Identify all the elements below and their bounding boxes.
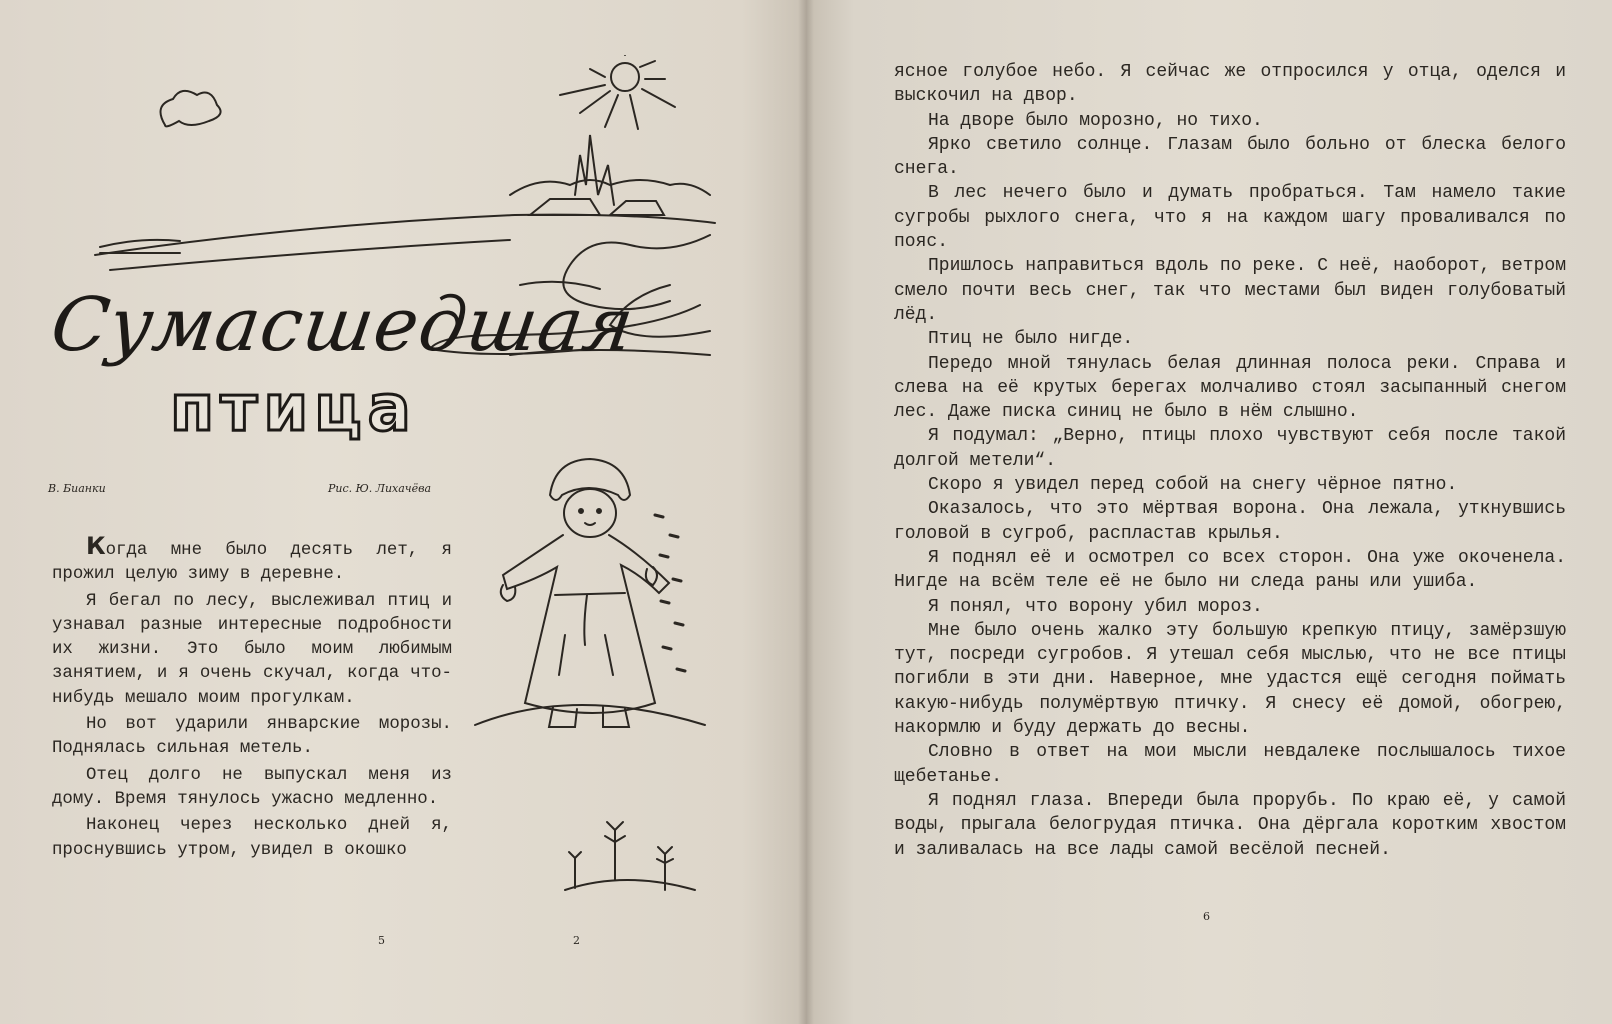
page-number: 6 bbox=[1203, 910, 1210, 923]
story-text-right bbox=[894, 60, 1566, 862]
paragraph: Я бегал по лесу, выслеживал птиц и узнавал разные интересные подробности их жизни. Это было моим любимым занятием, и я очень скучал, когда что-нибудь мешало моим прогулкам. bbox=[52, 591, 452, 708]
paragraph: Птиц не было нигде. bbox=[928, 329, 1134, 350]
paragraph-text: огда мне было десять лет, я прожил целую зиму в деревне. bbox=[52, 541, 452, 585]
paragraph: Я поднял её и осмотрел со всех сторон. Она уже окоченела. Нигде на всём теле её не было ни следа раны или ушиба. bbox=[894, 547, 1566, 593]
paragraph: Я поднял глаза. Впереди была прорубь. По краю её, у самой воды, прыгала белогрудая птичка. Она дёргала коротким хвостом и заливалась на все лады самой весёлой песней. bbox=[894, 790, 1566, 860]
paragraph: Мне было очень жалко эту большую крепкую птицу, замёрзшую тут, посреди сугробов. Я утешал себя мыслью, что не все птицы погибли в эти дни. Наверное, мне удастся ещё сегодня поймать какую-нибудь полумёртвую птичку. Я снесу её домой, обогрею, накормлю и буду держать до весны. bbox=[894, 620, 1566, 739]
story-text-left bbox=[52, 534, 452, 865]
initial-capital: К bbox=[86, 532, 106, 560]
paragraph: В лес нечего было и думать пробраться. Там намело такие сугробы рыхлого снега, что я на каждом шагу проваливался по пояс. bbox=[894, 183, 1566, 253]
child-illustration bbox=[455, 455, 715, 735]
page-number: 5 bbox=[378, 934, 385, 947]
paragraph: Я понял, что ворону убил мороз. bbox=[928, 596, 1263, 617]
right-page bbox=[806, 0, 1612, 1024]
illustrator-credit: Рис. Ю. Лихачёва bbox=[328, 482, 432, 495]
page-number: 2 bbox=[573, 934, 580, 947]
paragraph: Отец долго не выпускал меня из дому. Время тянулось ужасно медленно. bbox=[52, 765, 452, 809]
plants-illustration bbox=[555, 810, 705, 905]
paragraph: Оказалось, что это мёртвая ворона. Она лежала, уткнувшись головой в сугроб, распластав крылья. bbox=[894, 499, 1566, 544]
paragraph: Ярко светило солнце. Глазам было больно от блеска белого снега. bbox=[894, 134, 1566, 180]
paragraph: Скоро я увидел перед собой на снегу чёрное пятно. bbox=[928, 475, 1458, 496]
story-title-block: птица bbox=[170, 372, 417, 446]
paragraph: Передо мной тянулась белая длинная полоса реки. Справа и слева на её крутых берегах молчаливо стоял засыпанный снегом лес. Даже писка синиц не было в нём слышно. bbox=[894, 353, 1566, 423]
paragraph: ясное голубое небо. Я сейчас же отпросился у отца, оделся и выскочил на двор. bbox=[894, 62, 1566, 107]
paragraph: На дворе было морозно, но тихо. bbox=[928, 110, 1263, 131]
paragraph bbox=[52, 534, 452, 588]
paragraph: Пришлось направиться вдоль по реке. С неё, наоборот, ветром смело почти весь снег, так что местами был виден голубоватый лёд. bbox=[894, 256, 1566, 325]
paragraph: Но вот ударили январские морозы. Поднялась сильная метель. bbox=[52, 715, 452, 759]
paragraph: Я подумал: „Верно, птицы плохо чувствуют себя после такой долгой метели“. bbox=[894, 426, 1566, 471]
author-credit: В. Бианки bbox=[48, 482, 106, 495]
story-title-script: Сумасшедшая bbox=[45, 282, 640, 368]
paragraph: Наконец через несколько дней я, проснувшись утром, увидел в окошко bbox=[52, 816, 452, 860]
paragraph: Словно в ответ на мои мысли невдалеке послышалось тихое щебетанье. bbox=[894, 742, 1566, 787]
